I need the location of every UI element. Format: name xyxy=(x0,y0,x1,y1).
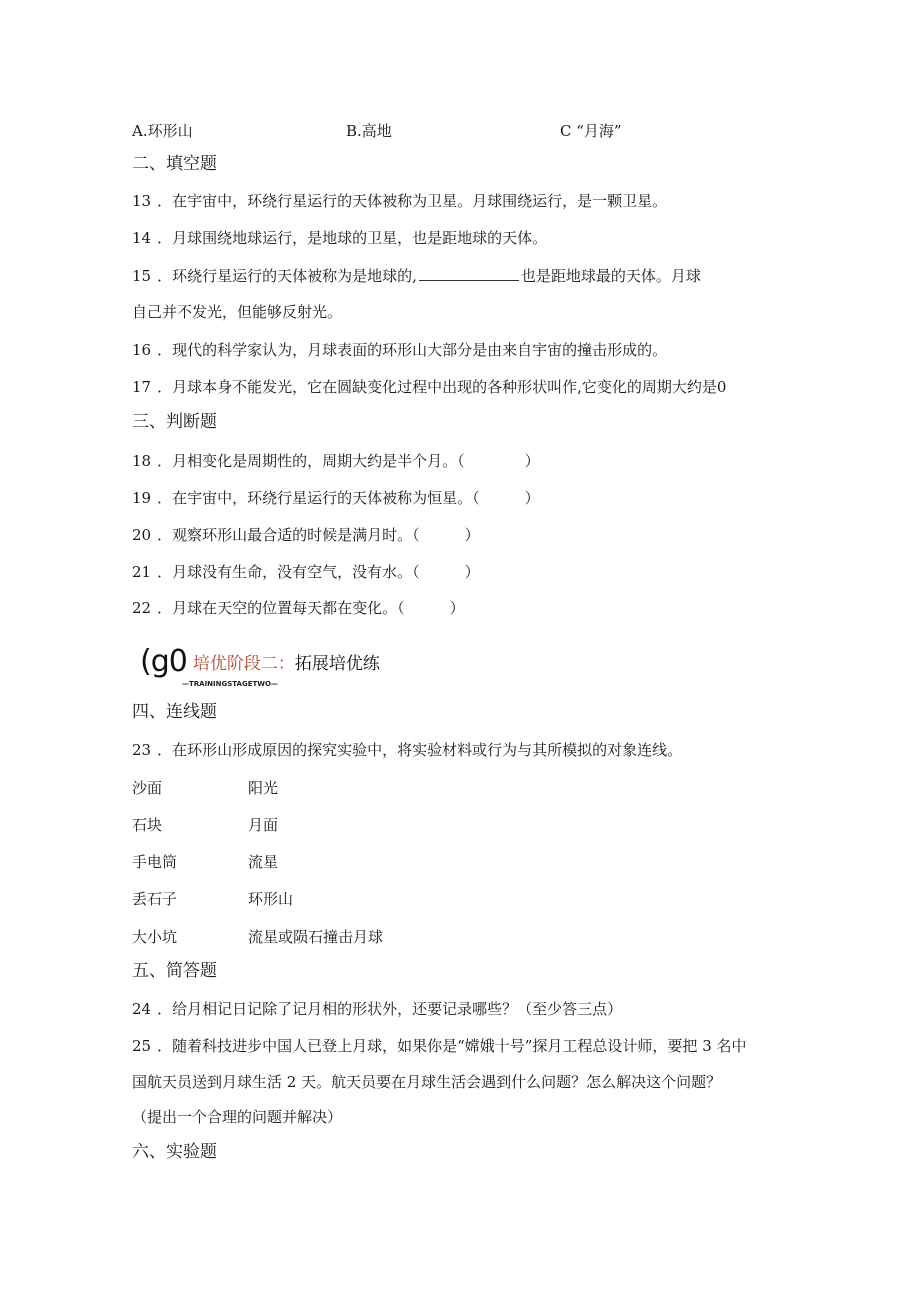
question-text: ．月球围绕地球运行，是地球的卫星，也是距地球的天体。 xyxy=(157,229,548,247)
question-21 xyxy=(132,562,480,582)
question-20 xyxy=(132,525,480,545)
question-number: 24 xyxy=(132,1000,152,1018)
question-13 xyxy=(132,191,667,211)
question-14 xyxy=(132,228,547,248)
question-text: ．月相变化是周期性的，周期大约是半个月。（ ） xyxy=(157,452,540,470)
question-text: ．环绕行星运行的天体被称为是地球的, xyxy=(157,267,417,285)
question-17 xyxy=(132,377,726,397)
banner-logo: (g0 xyxy=(140,644,187,679)
section-heading-short: 五、简答题 xyxy=(132,961,217,981)
question-24 xyxy=(132,999,622,1019)
question-number: 18 xyxy=(132,452,152,470)
question-25-line-3: （提出一个合理的问题并解决） xyxy=(132,1108,343,1126)
question-text: ．在环形山形成原因的探究实验中，将实验材料或行为与其所模拟的对象连线。 xyxy=(157,741,683,759)
question-22 xyxy=(132,598,465,618)
option-a: A.环形山 xyxy=(132,122,193,140)
question-text: ．月球没有生命，没有空气，没有水。（ ） xyxy=(157,563,480,581)
question-number: 13 xyxy=(132,192,152,210)
match-left-item: 手电筒 xyxy=(132,853,178,871)
answer-blank[interactable] xyxy=(419,266,519,281)
question-number: 21 xyxy=(132,563,152,581)
question-text: ．月球在天空的位置每天都在变化。（ ） xyxy=(157,599,465,617)
question-text: ．现代的科学家认为，月球表面的环形山大部分是由来自宇宙的撞击形成的。 xyxy=(157,341,668,359)
question-23 xyxy=(132,740,682,760)
option-b: B.高地 xyxy=(346,122,392,140)
match-right-item: 流星或陨石撞击月球 xyxy=(248,928,384,946)
section-heading-fill: 二、填空题 xyxy=(132,154,217,174)
question-25 xyxy=(132,1036,747,1056)
question-25-line-2: 国航天员送到月球生活 2 天。航天员要在月球生活会遇到什么问题？怎么解决这个问题？ xyxy=(132,1073,722,1091)
question-15 xyxy=(132,266,701,286)
question-text: ．在宇宙中，环绕行星运行的天体被称为恒星。（ ） xyxy=(157,489,540,507)
question-number: 20 xyxy=(132,526,152,544)
option-c: C “月海” xyxy=(560,122,622,140)
match-right-item: 月面 xyxy=(248,816,279,834)
question-19 xyxy=(132,488,540,508)
question-number: 15 xyxy=(132,267,152,285)
question-text: ．月球本身不能发光，它在圆缺变化过程中出现的各种形状叫作,它变化的周期大约是0 xyxy=(157,378,727,396)
banner-title: 拓展培优练 xyxy=(294,654,380,674)
section-heading-match: 四、连线题 xyxy=(132,702,217,722)
question-number: 14 xyxy=(132,229,152,247)
question-text: ．在宇宙中，环绕行星运行的天体被称为卫星。月球围绕运行，是一颗卫星。 xyxy=(157,192,668,210)
question-text: ．随着科技进步中国人已登上月球，如果你是“嫦娥十号”探月工程总设计师，要把 3 名中 xyxy=(157,1037,747,1055)
stage-banner xyxy=(140,644,380,679)
match-right-item: 阳光 xyxy=(248,779,279,797)
match-left-item: 沙面 xyxy=(132,779,163,797)
question-text: 也是距地球最的天体。月球 xyxy=(520,267,701,285)
match-left-item: 丢石子 xyxy=(132,890,178,908)
banner-stage: 培优阶段二： xyxy=(192,654,295,674)
question-number: 23 xyxy=(132,741,152,759)
match-right-item: 环形山 xyxy=(248,890,294,908)
question-15-continued: 自己并不发光，但能够反射光。 xyxy=(132,303,343,321)
question-number: 25 xyxy=(132,1037,152,1055)
section-heading-judge: 三、判断题 xyxy=(132,412,217,432)
section-heading-experiment: 六、实验题 xyxy=(132,1142,217,1162)
match-right-item: 流星 xyxy=(248,853,279,871)
question-text: ．给月相记日记除了记月相的形状外，还要记录哪些？（至少答三点） xyxy=(157,1000,623,1018)
question-number: 16 xyxy=(132,341,152,359)
question-text: ．观察环形山最合适的时候是满月时。（ ） xyxy=(157,526,480,544)
question-number: 19 xyxy=(132,489,152,507)
banner-subtitle: —TRAININGSTAGETWO— xyxy=(182,680,278,688)
question-18 xyxy=(132,451,540,471)
question-number: 17 xyxy=(132,378,152,396)
match-left-item: 大小坑 xyxy=(132,928,178,946)
question-number: 22 xyxy=(132,599,152,617)
question-16 xyxy=(132,340,667,360)
match-left-item: 石块 xyxy=(132,816,163,834)
